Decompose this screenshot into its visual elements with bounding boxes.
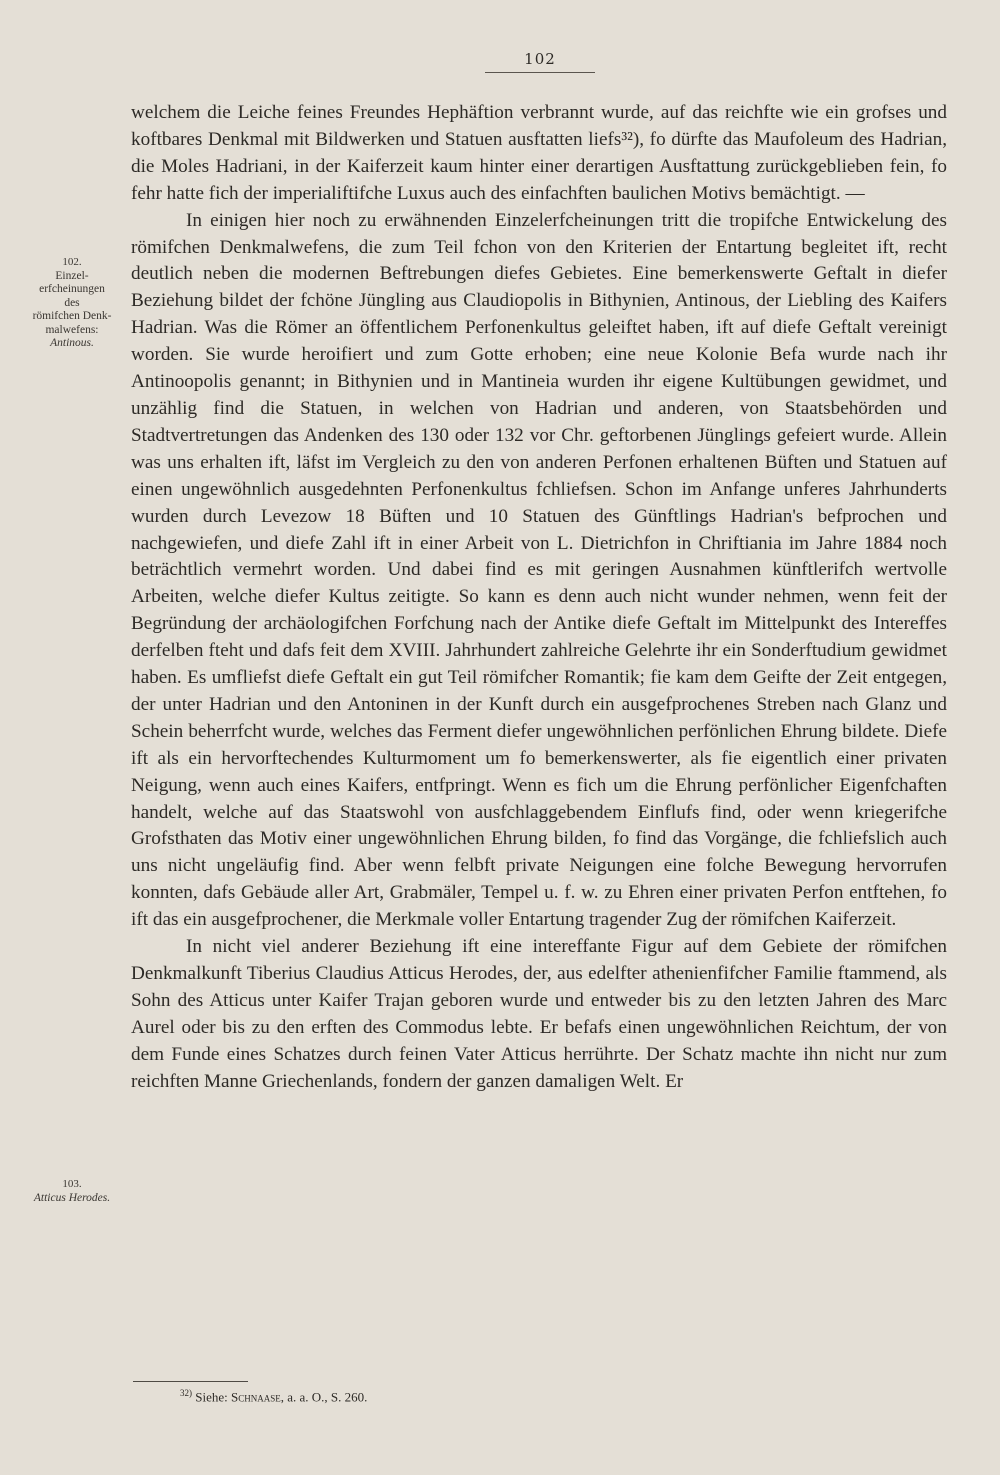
margin-note-number: 102. bbox=[62, 256, 82, 268]
footnote bbox=[180, 1388, 367, 1405]
footnote-prefix: Siehe: bbox=[195, 1389, 228, 1405]
margin-note-line: malwefens: bbox=[45, 323, 99, 336]
margin-note-line: römifchen Denk- bbox=[32, 310, 112, 322]
margin-note-line: des bbox=[64, 296, 80, 309]
margin-note-102 bbox=[18, 256, 126, 351]
margin-note-heading: Atticus Herodes. bbox=[33, 1191, 111, 1204]
margin-note-number: 103. bbox=[62, 1178, 82, 1190]
margin-note-line: Einzel- bbox=[55, 269, 89, 282]
footnote-rule bbox=[133, 1381, 248, 1382]
margin-note-103 bbox=[18, 1178, 126, 1205]
main-text bbox=[131, 100, 947, 1096]
paragraph: welchem die Leiche feines Freundes Hephäftion verbrannt wurde, auf das reichfte wie ein grofses und koftbares Denkmal mit Bildwerken und Statuen ausftatten liefs³²), fo dürfte das Maufoleum des Hadrian, die Moles Hadriani, in der Kaiferzeit kaum hinter einer derartigen Ausftattung zurückgeblieben fein, fo fehr hatte fich der imperialiftifche Luxus auch des einfachften baulichen Motivs bemächtigt. — bbox=[131, 102, 947, 204]
paragraph: In nicht viel anderer Beziehung ift eine intereffante Figur auf dem Gebiete der römifchen Denkmalkunft Tiberius Claudius Atticus Herodes, der, aus edelfter athenienfifcher Familie ftammend, als Sohn des Atticus unter Kaifer Trajan geboren wurde und entweder bis zu den letzten Jahren des Marc Aurel oder bis zu den erften des Commodus lebte. Er befafs einen ungewöhnlichen Reichtum, der von dem Funde eines Schatzes durch feinen Vater Atticus herrührte. Der Schatz machte ihn nicht nur zum reichften Manne Griechenlands, fondern der ganzen damaligen Welt. Er bbox=[131, 936, 947, 1092]
footnote-ref: a. a. O., S. 260. bbox=[287, 1389, 368, 1405]
page-number-rule bbox=[485, 72, 595, 73]
footnote-author: Schnaase, bbox=[231, 1389, 284, 1405]
paragraph: In einigen hier noch zu erwähnenden Einzelerfcheinungen tritt die tropifche Entwickelung des römifchen Denkmalwefens, die zum Teil fchon von den Kriterien der Entartung begleitet ift, recht deutlich neben die modernen Beftrebungen diefes Gebietes. Eine bemerkenswerte Geftalt in diefer Beziehung bildet der fchöne Jüngling aus Claudiopolis in Bithynien, Antinous, der Liebling des Kaifers Hadrian. Was die Römer an öffentlichem Perfonenkultus geleiftet haben, ift auf diefe Geftalt vereinigt worden. Sie wurde heroifiert und zum Gotte erhoben; eine neue Kolonie Befa wurde nach ihr Antinoopolis genannt; in Bithynien und in Mantineia wurden ihr eigene Kultübungen gewidmet, und unzählig find die Statuen, in welchen von Hadrian und anderen, von Staatsbehörden und Stadtvertretungen das Andenken des 130 oder 132 vor Chr. geftorbenen Jünglings gefeiert wurde. Allein was uns erhalten ift, läfst im Vergleich zu den von anderen Perfonen erhaltenen Büften und Statuen auf einen ungewöhnlich ausgedehnten Perfonenkultus fchliefsen. Schon im Anfange unferes Jahrhunderts wurden durch Levezow 18 Büften und 10 Statuen des Günftlings Hadrian's befprochen und nachgewiefen, und diefe Zahl ift in einer Arbeit von L. Dietrichfon in Chriftiania im Jahre 1884 noch beträchtlich vermehrt worden. Und dabei find es mit geringen Ausnahmen künftlerifch wertvolle Arbeiten, welche diefer Kultus zeitigte. So kann es denn auch nicht wunder nehmen, wenn feit der Begründung der archäologifchen Forfchung nach der Antike diefe Geftalt im Mittelpunkt des Intereffes derfelben fteht und dafs feit dem XVIII. Jahrhundert zahlreiche Gelehrte ihr ein Sonderftudium gewidmet haben. Es umfliefst diefe Geftalt ein gut Teil römifcher Romantik; fie kam dem Geifte der Zeit entgegen, der unter Hadrian und den Antoninen in der Kunft durch ein ausgefprochenes Streben nach Glanz und Schein beherrfcht wurde, welches das Ferment diefer ungewöhnlichen perfönlichen Ehrung bildete. Diefe ift als ein hervorftechendes Kulturmoment um fo bemerkenswerter, als fie eigentlich einer privaten Neigung, wenn auch eines Kaifers, entfpringt. Wenn es fich um die Ehrung perfönlicher Eigenfchaften handelt, welche auf das Staatswohl von ausfchlaggebendem Einflufs find, oder wenn kriegerifche Grofsthaten das Motiv einer ungewöhnlichen Ehrung bilden, fo find das Vorgänge, die fchliefslich auch uns nicht ungeläufig find. Aber wenn felbft private Neigungen eine folche Bewegung hervorrufen konnten, dafs Gebäude aller Art, Grabmäler, Tempel u. f. w. zu Ehren einer privaten Perfon entftehen, fo ift das ein ausgefprochener, die Merkmale voller Entartung tragender Zug der römifchen Kaiferzeit. bbox=[131, 209, 947, 931]
footnote-mark: 32) bbox=[180, 1388, 192, 1398]
margin-note-heading: Antinous. bbox=[50, 337, 94, 349]
margin-note-line: erfcheinungen bbox=[39, 283, 105, 295]
page-number: 102 bbox=[524, 50, 556, 68]
